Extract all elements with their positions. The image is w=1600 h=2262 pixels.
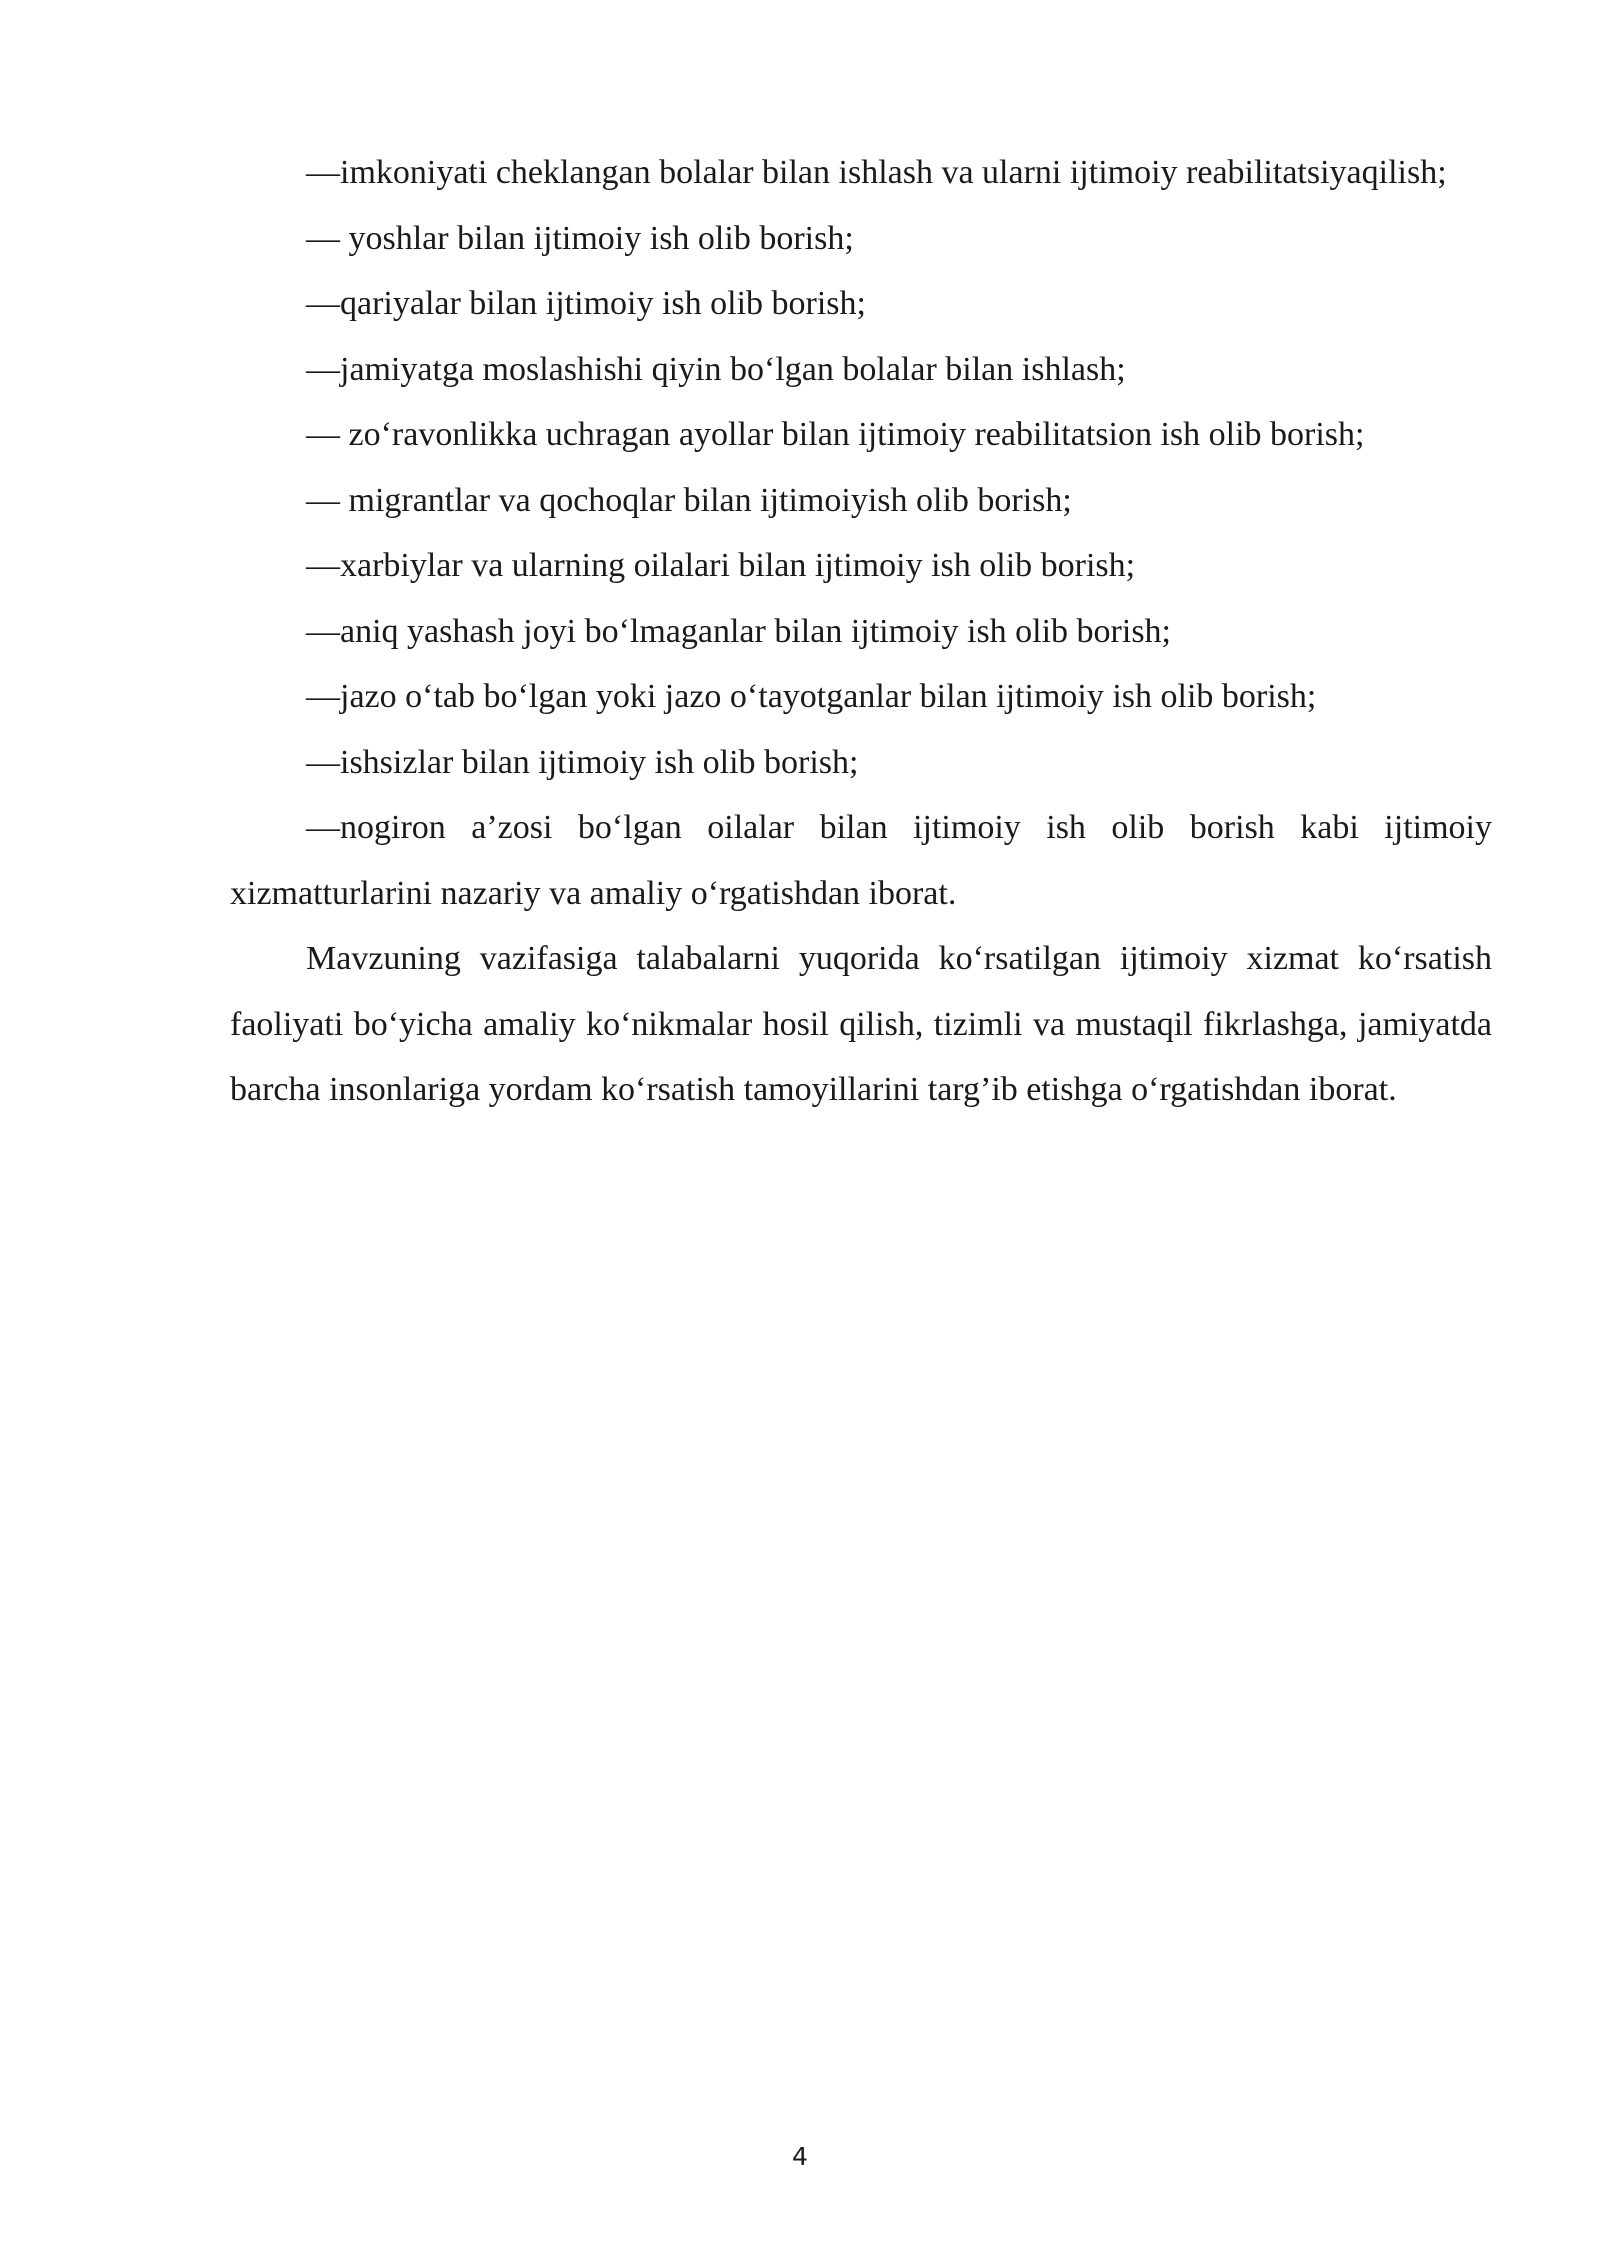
page-number: 4 xyxy=(792,2142,808,2171)
list-item-maladjusted-children: —jamiyatga moslashishi qiyin boʻlgan bolalar bilan ishlash; xyxy=(306,350,1126,388)
list-item-elderly: —qariyalar bilan ijtimoiy ish olib borish; xyxy=(306,285,866,322)
list-item-disabled-children: —imkoniyati cheklangan bolalar bilan ishlash va ularni ijtimoiy reabilitatsiyaqilish; xyxy=(306,154,1447,191)
list-item-unemployed: —ishsizlar bilan ijtimoiy ish olib borish; xyxy=(306,743,859,781)
list-item-youth: — yoshlar bilan ijtimoiy ish olib borish; xyxy=(306,219,854,257)
body-text xyxy=(230,140,1492,1123)
list-item-abused-women: — zoʻravonlikka uchragan ayollar bilan ijtimoiy reabilitatsion ish olib borish; xyxy=(306,416,1365,453)
list-item-disabled-families: —nogiron a’zosi boʻlgan oilalar bilan ijtimoiy ish olib borish kabi ijtimoiy xizmatturlarini nazariy va amaliy oʻrgatishdan iborat. xyxy=(230,809,1492,912)
task-paragraph: Mavzuning vazifasiga talabalarni yuqorida koʻrsatilgan ijtimoiy xizmat koʻrsatish faoliyati boʻyicha amaliy koʻnikmalar hosil qilish, tizimli va mustaqil fikrlashga, jamiyatda barcha insonlariga yordam koʻrsatish tamoyillarini targ’ib etishga oʻrgatishdan iborat. xyxy=(230,940,1492,1108)
list-item-migrants-refugees: — migrantlar va qochoqlar bilan ijtimoiyish olib borish; xyxy=(306,481,1072,519)
list-item-military-families: —xarbiylar va ularning oilalari bilan ijtimoiy ish olib borish; xyxy=(306,547,1136,584)
list-item-homeless: —aniq yashash joyi boʻlmaganlar bilan ijtimoiy ish olib borish; xyxy=(306,612,1172,650)
list-item-convicts: —jazo oʻtab boʻlgan yoki jazo oʻtayotganlar bilan ijtimoiy ish olib borish; xyxy=(306,678,1317,715)
